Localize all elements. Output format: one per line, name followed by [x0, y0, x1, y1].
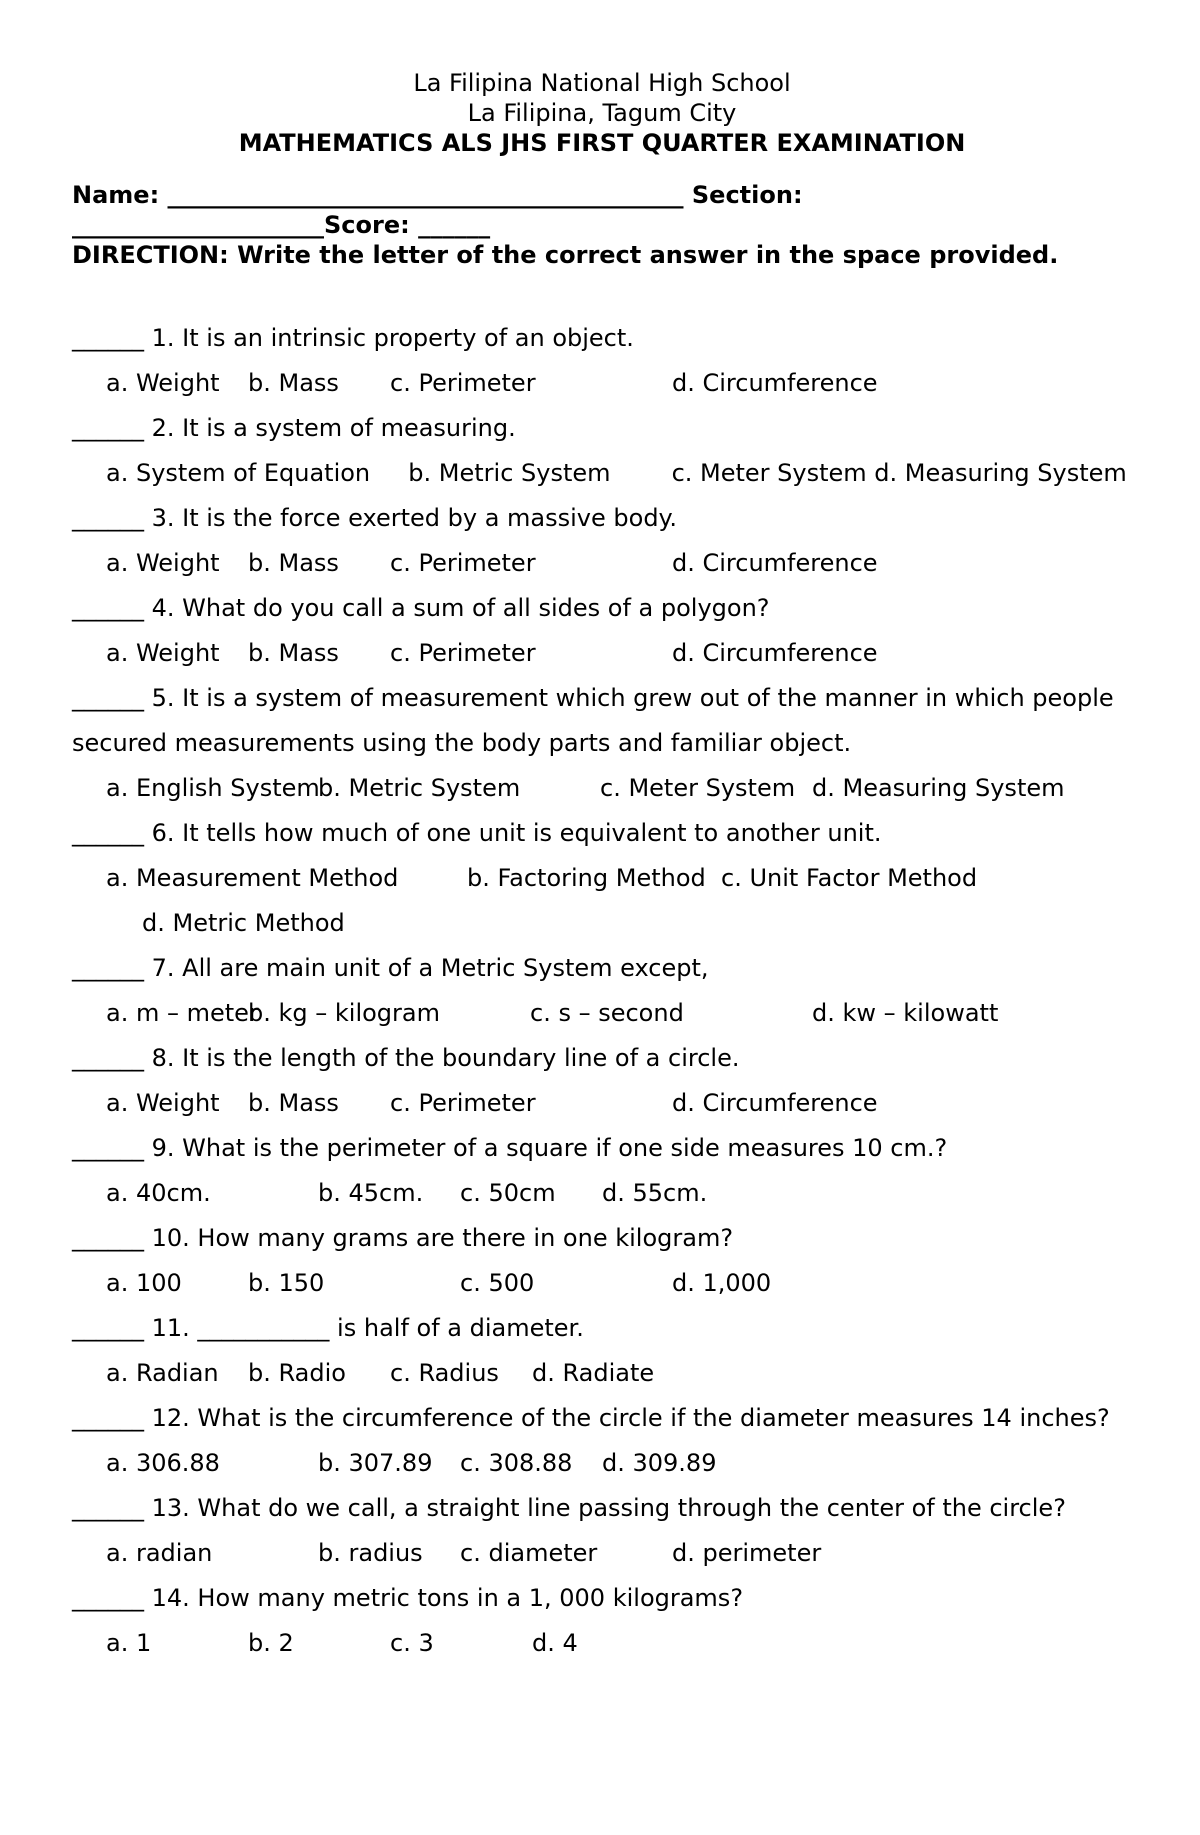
question-8: ______ 8. It is the length of the boundary line of a circle.	[72, 1044, 740, 1072]
choice-10b: b. 150	[248, 1269, 325, 1297]
choices-5	[72, 766, 1132, 811]
choices-4	[72, 631, 1132, 676]
question-4: ______ 4. What do you call a sum of all sides of a polygon?	[72, 594, 770, 622]
choice-6b: b. Factoring Method	[467, 864, 706, 892]
choice-8d: d. Circumference	[672, 1089, 878, 1117]
choices-13	[72, 1531, 1132, 1576]
choice-12d: d. 309.89	[602, 1449, 717, 1477]
choice-11d: d. Radiate	[532, 1359, 655, 1387]
choice-13b: b. radius	[318, 1539, 423, 1567]
choices-3	[72, 541, 1132, 586]
choice-9c: c. 50cm	[460, 1179, 556, 1207]
choice-13d: d. perimeter	[672, 1539, 822, 1567]
choices-9	[72, 1171, 1132, 1216]
choice-11b: b. Radio	[248, 1359, 346, 1387]
question-14: ______ 14. How many metric tons in a 1, 000 kilograms?	[72, 1584, 744, 1612]
choice-14c: c. 3	[390, 1629, 434, 1657]
choice-3a: a. Weight	[106, 549, 220, 577]
choice-8b: b. Mass	[248, 1089, 339, 1117]
exam-header	[72, 68, 1132, 158]
choice-14d: d. 4	[532, 1629, 578, 1657]
question-11: ______ 11. ___________ is half of a diameter.	[72, 1314, 584, 1342]
name-section-line: Name: ___________________________________________ Section:	[72, 181, 803, 209]
exam-page	[72, 68, 1132, 1666]
choice-7d: d. kw – kilowatt	[812, 999, 999, 1027]
score-line: _____________________Score: ______	[72, 211, 491, 239]
question-3: ______ 3. It is the force exerted by a massive body.	[72, 504, 677, 532]
question-9: ______ 9. What is the perimeter of a square if one side measures 10 cm.?	[72, 1134, 948, 1162]
choice-1a: a. Weight	[106, 369, 220, 397]
choice-3d: d. Circumference	[672, 549, 878, 577]
choice-14b: b. 2	[248, 1629, 294, 1657]
choice-9d: d. 55cm.	[602, 1179, 708, 1207]
choice-7c: c. s – second	[530, 999, 684, 1027]
choice-6d: d. Metric Method	[142, 909, 345, 937]
choices-2	[72, 451, 1132, 496]
choice-8a: a. Weight	[106, 1089, 220, 1117]
choices-8	[72, 1081, 1132, 1126]
choice-2c: c. Meter System	[671, 459, 867, 487]
choice-13c: c. diameter	[460, 1539, 598, 1567]
student-info	[72, 180, 1132, 270]
choice-11a: a. Radian	[106, 1359, 219, 1387]
choice-5b: b. Metric System	[318, 774, 521, 802]
choice-7b: b. kg – kilogram	[248, 999, 440, 1027]
choice-6a: a. Measurement Method	[106, 864, 399, 892]
choice-9a: a. 40cm.	[106, 1179, 211, 1207]
choice-7a: a. m – meter	[106, 999, 259, 1027]
choices-10	[72, 1261, 1132, 1306]
choices-14	[72, 1621, 1132, 1666]
choice-11c: c. Radius	[390, 1359, 499, 1387]
choices-7	[72, 991, 1132, 1036]
choice-13a: a. radian	[106, 1539, 213, 1567]
choice-3b: b. Mass	[248, 549, 339, 577]
choice-2b: b. Metric System	[408, 459, 611, 487]
choice-2a: a. System of Equation	[106, 459, 371, 487]
choice-6c: c. Unit Factor Method	[721, 864, 978, 892]
choice-9b: b. 45cm.	[318, 1179, 424, 1207]
choices-12	[72, 1441, 1132, 1486]
choice-8c: c. Perimeter	[390, 1089, 536, 1117]
question-13: ______ 13. What do we call, a straight line passing through the center of the circle?	[72, 1494, 1066, 1522]
question-5: ______ 5. It is a system of measurement which grew out of the manner in which people secured measurements using the body parts and familiar object.	[72, 684, 1114, 757]
choice-12b: b. 307.89	[318, 1449, 433, 1477]
choice-10c: c. 500	[460, 1269, 535, 1297]
question-7: ______ 7. All are main unit of a Metric System except,	[72, 954, 709, 982]
choice-2d: d. Measuring System	[874, 459, 1127, 487]
question-10: ______ 10. How many grams are there in one kilogram?	[72, 1224, 734, 1252]
question-12: ______ 12. What is the circumference of the circle if the diameter measures 14 inches?	[72, 1404, 1110, 1432]
choice-3c: c. Perimeter	[390, 549, 536, 577]
choice-10d: d. 1,000	[672, 1269, 772, 1297]
question-1: ______ 1. It is an intrinsic property of an object.	[72, 324, 634, 352]
question-2: ______ 2. It is a system of measuring.	[72, 414, 516, 442]
choice-4c: c. Perimeter	[390, 639, 536, 667]
choice-12a: a. 306.88	[106, 1449, 220, 1477]
choices-1	[72, 361, 1132, 406]
question-list	[72, 316, 1132, 1666]
choice-12c: c. 308.88	[460, 1449, 573, 1477]
choices-11	[72, 1351, 1132, 1396]
choice-4a: a. Weight	[106, 639, 220, 667]
question-6: ______ 6. It tells how much of one unit is equivalent to another unit.	[72, 819, 882, 847]
school-name: La Filipina National High School	[413, 69, 791, 97]
choice-4b: b. Mass	[248, 639, 339, 667]
choice-5a: a. English System	[106, 774, 320, 802]
school-address: La Filipina, Tagum City	[467, 99, 737, 127]
choice-1c: c. Perimeter	[390, 369, 536, 397]
choice-5c: c. Meter System	[600, 774, 796, 802]
exam-title: MATHEMATICS ALS JHS FIRST QUARTER EXAMINATION	[238, 129, 966, 157]
choice-14a: a. 1	[106, 1629, 152, 1657]
choice-1b: b. Mass	[248, 369, 339, 397]
choices-6	[72, 856, 1132, 946]
direction-text: DIRECTION: Write the letter of the correct answer in the space provided.	[72, 241, 1059, 269]
choice-4d: d. Circumference	[672, 639, 878, 667]
choice-5d: d. Measuring System	[812, 774, 1065, 802]
choice-10a: a. 100	[106, 1269, 182, 1297]
choice-1d: d. Circumference	[672, 369, 878, 397]
